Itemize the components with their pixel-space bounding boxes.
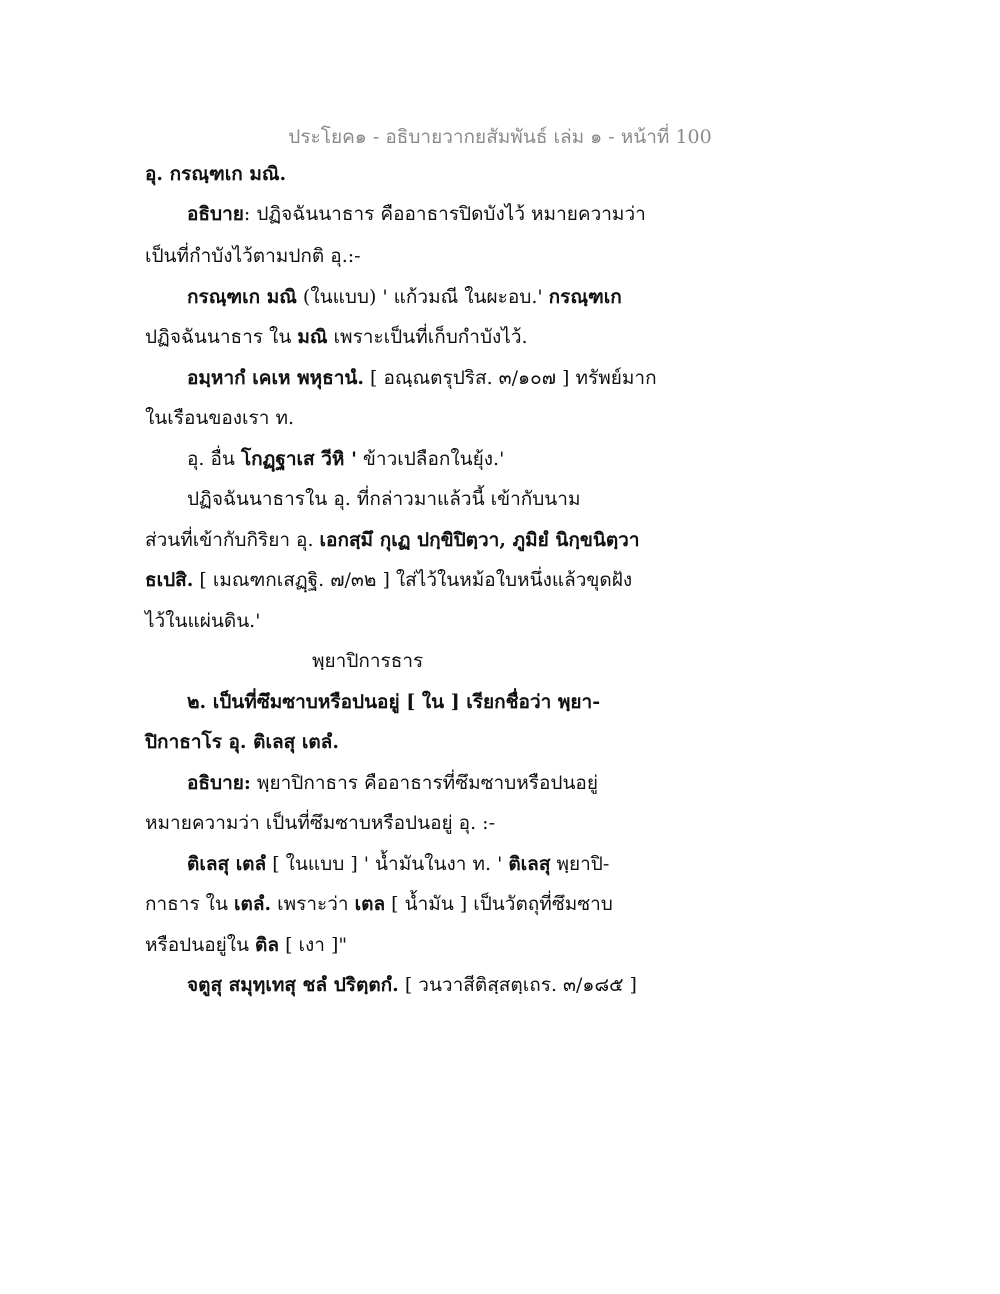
text-line (145, 607, 260, 635)
text-line (145, 404, 294, 432)
text-line (187, 283, 622, 311)
text: พฺยาปิ- (550, 853, 610, 875)
text-line (145, 566, 632, 594)
text-line (145, 931, 347, 959)
text: [ น้ำมัน ] เป็นวัตถุที่ซึมซาบ (385, 893, 613, 915)
text-line (145, 728, 339, 756)
text: ปฏิจฉันนาธาร ใน (145, 326, 298, 348)
text: ไว้ในแผ่นดิน.' (145, 610, 261, 632)
text-line (187, 485, 581, 513)
text: [ เมณฑกเสฏฺฐิ. ๗/๓๒ ] ใส่ไว้ในหม้อใบหนึ่งแล้วขุดฝัง (193, 569, 633, 591)
text: (ในแบบ) ' แก้วมณี ในผะอบ.' (296, 286, 549, 308)
bold-text: จตูสุ สมุทฺเทสุ ชลํ ปริตฺตกํ. (187, 974, 399, 996)
bold-text: โกฏฺฐาเส วีหิ ' (240, 448, 357, 470)
text: พฺยาปิกาธาร คืออาธารที่ซึมซาบหรือปนอยู่ (250, 772, 598, 794)
text-line (187, 769, 598, 797)
bold-text: ปิกาธาโร อุ. ติเลสุ เตลํ. (145, 731, 339, 753)
text: กาธาร ใน (145, 893, 234, 915)
bold-text: เอกสฺมึ กุเฏ ปกฺขิปิตฺวา, ภูมิยํ นิกฺขนิตฺวา (319, 529, 640, 551)
bold-text: อธิบาย: (187, 772, 251, 794)
bold-text: กรณฺฑเก (548, 286, 622, 308)
bold-text: อุ. กรณฺฑเก มณิ. (145, 163, 287, 185)
text: ส่วนที่เข้ากับกิริยา อุ. (145, 529, 320, 551)
bold-text: มณิ (297, 326, 328, 348)
text-line (187, 688, 600, 716)
text: ในเรือนของเรา ท. (145, 407, 295, 429)
bold-text: ติล (255, 934, 280, 956)
text: : ปฏิจฉันนาธาร คืออาธารปิดบังไว้ หมายความว่า (243, 203, 646, 225)
bold-text: เตล (354, 893, 386, 915)
text: เพราะว่า (271, 893, 355, 915)
text: [ ในแบบ ] ' น้ำมันในงา ท. ' (266, 853, 509, 875)
text: ข้าวเปลือกในยุ้ง.' (356, 448, 505, 470)
text-line (187, 200, 646, 228)
section-heading (312, 647, 423, 675)
text: พฺยาปิการธาร (312, 650, 424, 672)
text-line (145, 809, 495, 837)
text-line (145, 160, 286, 188)
text-line (187, 364, 657, 392)
bold-text: กรณฺฑเก มณิ (187, 286, 297, 308)
bold-text: อธิบาย (187, 203, 244, 225)
text-line (145, 890, 613, 918)
bold-text: ติเลสุ เตลํ (187, 853, 267, 875)
text: หมายความว่า เป็นที่ซึมซาบหรือปนอยู่ อุ. :- (145, 812, 495, 834)
text: [ อณฺณตรุปริส. ๓/๑๐๗ ] ทรัพย์มาก (364, 367, 657, 389)
text: ปฏิจฉันนาธารใน อุ. ที่กล่าวมาแล้วนี้ เข้ากับนาม (187, 488, 581, 510)
text: หรือปนอยู่ใน (145, 934, 256, 956)
text: [ วนวาสีติสฺสตฺเถร. ๓/๑๘๕ ] (398, 974, 637, 996)
bold-text: ธเปสิ. (145, 569, 194, 591)
text-line (145, 242, 361, 270)
text: อุ. อื่น (187, 448, 241, 470)
bold-text: ๒. เป็นที่ซึมซาบหรือปนอยู่ [ ใน ] เรียกชื่อว่า พฺยา- (187, 691, 601, 713)
text-line (187, 971, 637, 999)
page-header: ประโยค๑ - อธิบายวากยสัมพันธ์ เล่ม ๑ - หน้าที่ 100 (288, 126, 712, 148)
text: [ เงา ]" (279, 934, 348, 956)
text: เพราะเป็นที่เก็บกำบังไว้. (327, 326, 528, 348)
text: เป็นที่กำบังไว้ตามปกติ อุ.:- (145, 245, 361, 267)
bold-text: อมฺหากํ เคเห พหุธานํ. (187, 367, 365, 389)
bold-text: ติเลสุ (508, 853, 551, 875)
text-line (145, 526, 640, 554)
text-line (145, 323, 528, 351)
bold-text: เตลํ. (234, 893, 272, 915)
text-line (187, 850, 609, 878)
text-line (187, 445, 504, 473)
